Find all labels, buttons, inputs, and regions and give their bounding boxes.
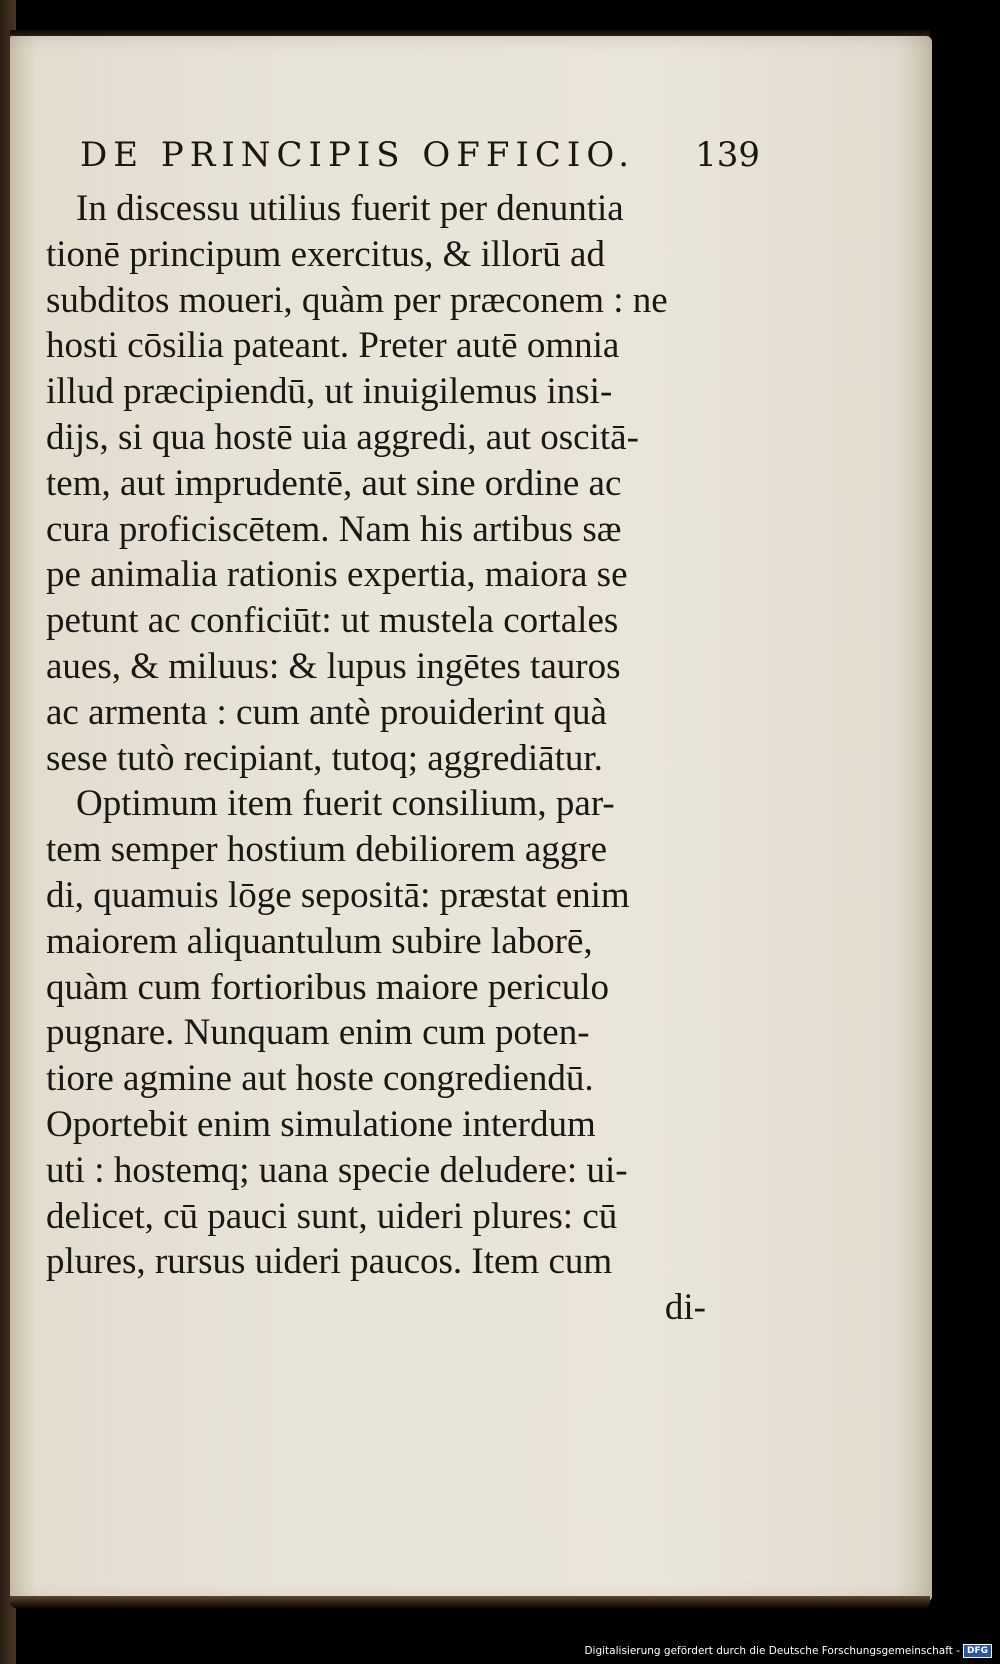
text-line: subditos moueri, quàm per præconem : ne [46,279,668,321]
text-line: Optimum item fuerit consilium, par- [76,783,615,825]
credit-text: Digitalisierung gefördert durch die Deutsche Forschungsgemeinschaft - [584,1645,960,1657]
text-line: pugnare. Nunquam enim cum poten- [46,1012,590,1054]
text-line: uti : hostemq; uana specie deludere: ui- [46,1149,628,1191]
text-line: dijs, si qua hostē uia aggredi, aut oscitā- [46,416,639,458]
running-head-title: DE PRINCIPIS OFFICIO. [80,135,636,175]
text-line: pe animalia rationis expertia, maiora se [46,554,628,596]
running-head [80,135,760,179]
text-line: In discessu utilius fuerit per denuntia [76,188,624,229]
text-line: plures, rursus uideri paucos. Item cum [46,1241,613,1283]
text-line: Oportebit enim simulatione interdum [46,1103,596,1145]
text-line: ac armenta : cum antè prouiderint quà [46,691,607,733]
text-line: illud præcipiendū, ut inuigilemus insi- [46,371,613,413]
text-line: quàm cum fortioribus maiore periculo [46,966,610,1008]
text-line: hosti cōsilia pateant. Preter autē omnia [46,325,620,367]
text-line: petunt ac conficiūt: ut mustela cortales [46,600,619,642]
text-line: aues, & miluus: & lupus ingētes tauros [46,645,621,687]
text-line: tionē principum exercitus, & illorū ad [46,233,605,275]
dfg-logo: DFG [963,1644,992,1658]
text-line: tem semper hostium debiliorem aggre [46,829,608,871]
text-line: sese tutò recipiant, tutoq; aggrediātur. [46,737,603,779]
catchword: di- [664,1287,706,1329]
text-line: tiore agmine aut hoste congrediendū. [46,1058,594,1100]
digitization-credit [584,1643,992,1659]
page-number: 139 [695,135,760,175]
text-line: maiorem aliquantulum subire laborē, [46,920,593,962]
text-line: cura proficiscētem. Nam his artibus sæ [46,508,622,550]
page-bottom-edge [10,1596,930,1608]
text-line: di, quamuis lōge sepositā: præstat enim [46,874,630,916]
body-text [46,186,706,1331]
text-line: delicet, cū pauci sunt, uideri plures: cū [46,1195,618,1237]
text-line: tem, aut imprudentē, aut sine ordine ac [46,462,622,504]
